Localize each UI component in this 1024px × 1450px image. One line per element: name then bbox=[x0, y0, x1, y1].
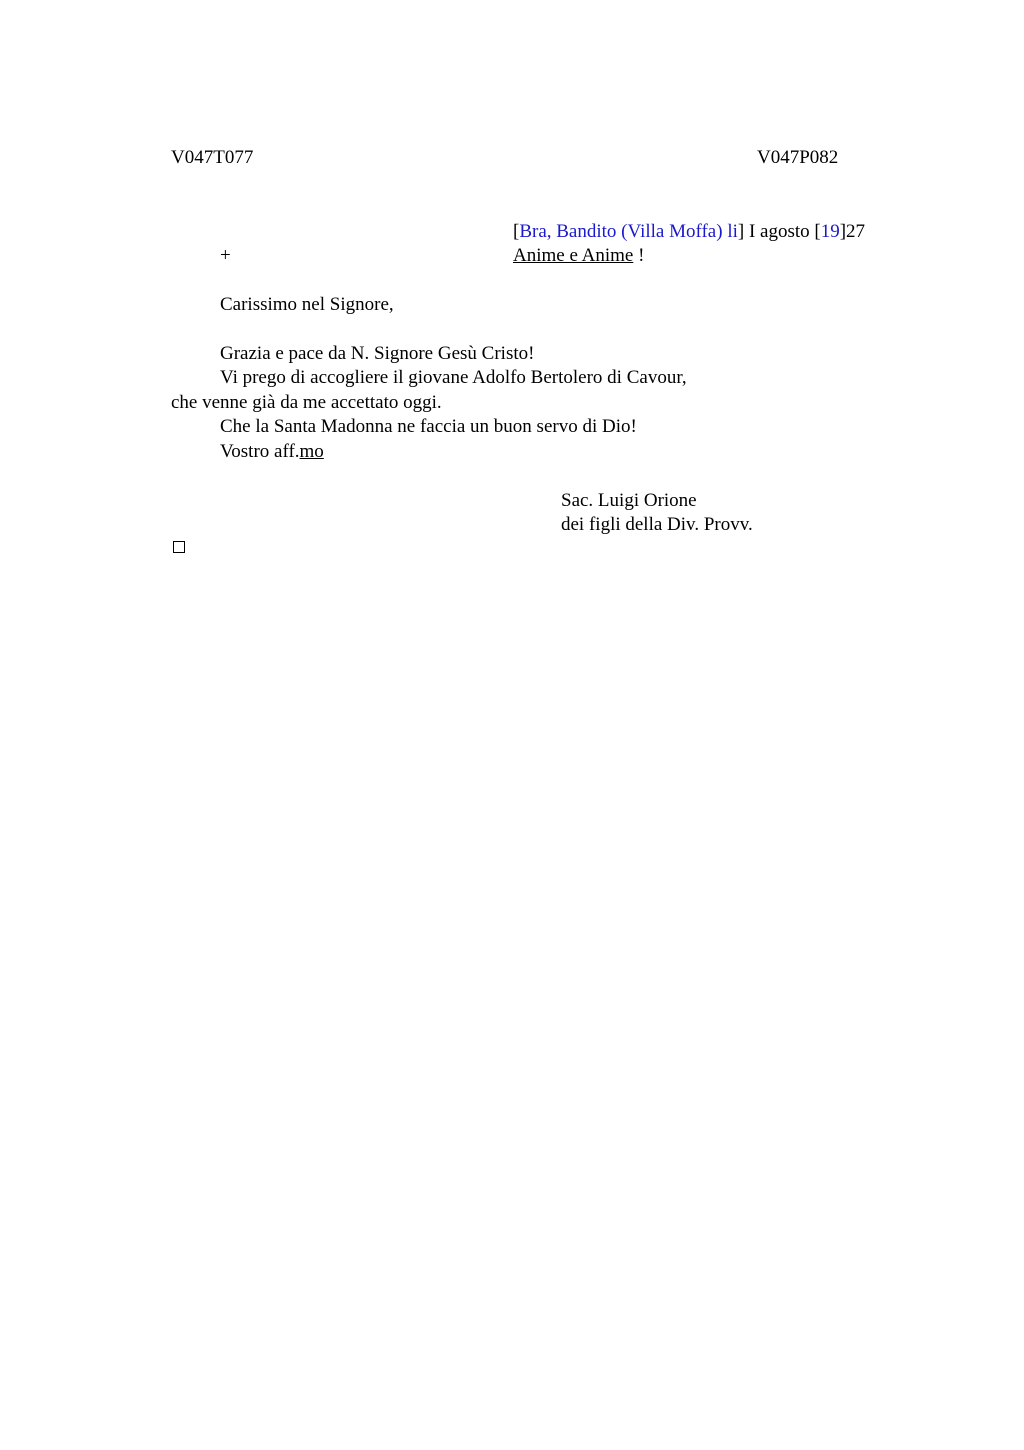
closing-suffix: mo bbox=[299, 441, 324, 462]
body-line-2: Vi prego di accogliere il giovane Adolfo Bertolero di Cavour, bbox=[220, 367, 687, 388]
salutation: Carissimo nel Signore, bbox=[220, 294, 394, 315]
body-line-1: Grazia e pace da N. Signore Gesù Cristo! bbox=[220, 343, 535, 364]
signature-name: Sac. Luigi Orione bbox=[561, 490, 697, 511]
motto-suffix: ! bbox=[633, 245, 645, 266]
dateline-year-suffix: ]27 bbox=[839, 221, 866, 242]
signature-title: dei figli della Div. Provv. bbox=[561, 514, 753, 535]
body-line-3: che venne già da me accettato oggi. bbox=[171, 392, 442, 413]
dateline bbox=[513, 220, 865, 244]
closing-prefix: Vostro aff. bbox=[220, 441, 300, 462]
dateline-year-prefix: 19 bbox=[820, 221, 840, 242]
empty-box-symbol bbox=[173, 541, 185, 553]
motto bbox=[513, 244, 644, 268]
dateline-date: ] I agosto [ bbox=[737, 221, 821, 242]
dateline-bracket-open: [ bbox=[513, 221, 520, 242]
document-code-left: V047T077 bbox=[171, 147, 254, 168]
body-line-4: Che la Santa Madonna ne faccia un buon servo di Dio! bbox=[220, 416, 637, 437]
page-code-right: V047P082 bbox=[757, 147, 839, 168]
dateline-place: Bra, Bandito (Villa Moffa) li bbox=[519, 221, 738, 242]
closing bbox=[220, 440, 324, 464]
cross-symbol: + bbox=[220, 245, 231, 266]
motto-underlined: Anime e Anime bbox=[513, 245, 634, 266]
